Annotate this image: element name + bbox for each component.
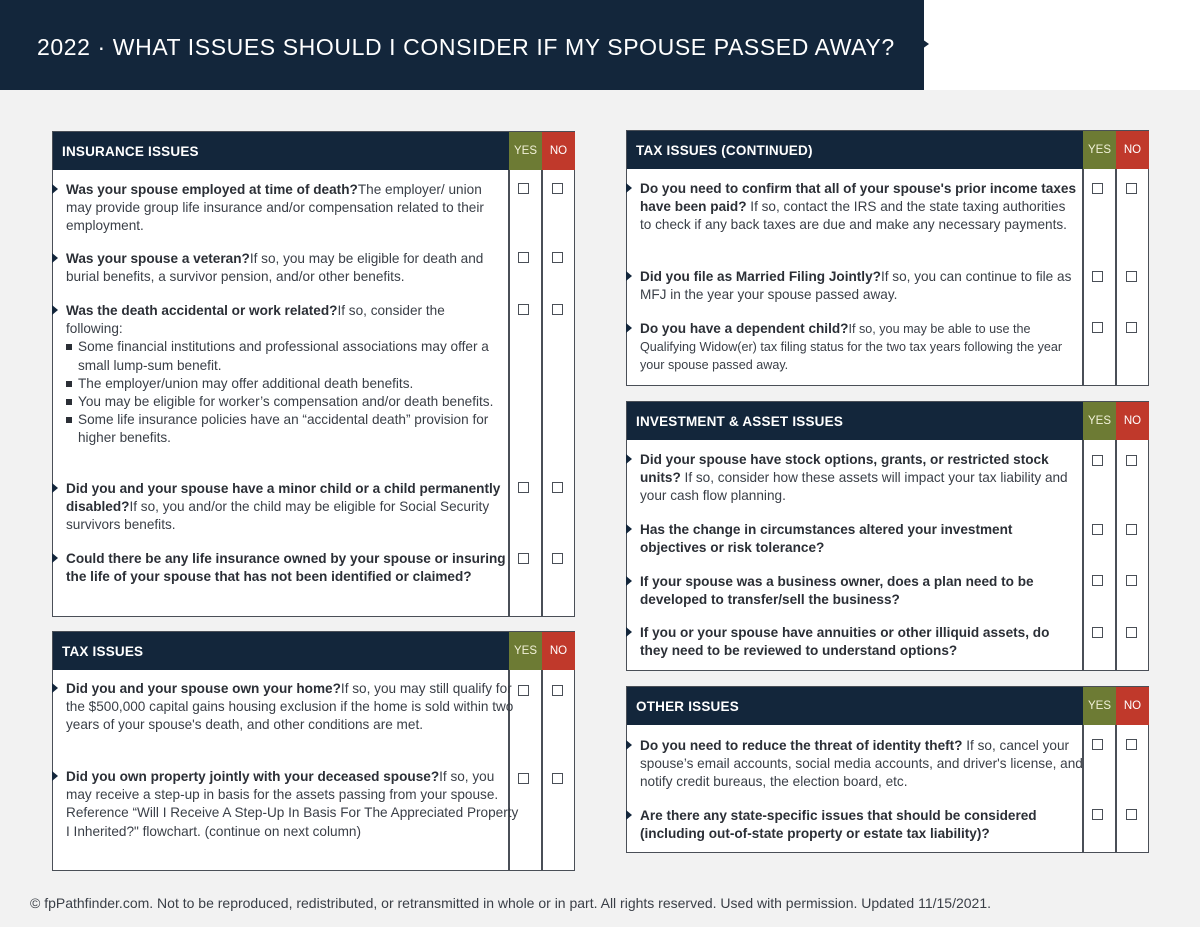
- question-marker-icon: [626, 323, 632, 333]
- bullet-list: [66, 338, 521, 447]
- yes-checkbox[interactable]: [1092, 322, 1103, 333]
- header-arrow-icon: [922, 39, 929, 49]
- yes-checkbox[interactable]: [1092, 809, 1103, 820]
- question-text: Did you and your spouse own your home?: [66, 681, 341, 696]
- question-marker-icon: [626, 576, 632, 586]
- question-text: Do you have a dependent child?: [640, 321, 849, 336]
- tax-issues-section: [52, 631, 575, 871]
- question-item: [640, 268, 1076, 304]
- question-detail: If so, you may still qualify for the $500,000 capital gains housing exclusion if the home is sold within two years of your spouse's death, and other conditions are met.: [66, 681, 514, 733]
- question-detail: If so, you may be able to use the Qualifying Widow(er) tax filing status for the two tax years following the year your spouse passed away.: [640, 322, 1063, 373]
- question-detail: If so, contact the IRS and the state taxing authorities to check if any back taxes are due and make any necessary payments.: [640, 199, 1067, 233]
- question-item: [640, 573, 1076, 609]
- bullet-item: Some financial institutions and professional associations may offer a small lump-sum benefit.: [66, 338, 506, 374]
- no-checkbox[interactable]: [552, 183, 563, 194]
- no-checkbox[interactable]: [1126, 322, 1137, 333]
- question-text: Was your spouse a veteran?: [66, 251, 250, 266]
- section-title: INSURANCE ISSUES: [62, 144, 199, 159]
- question-item: [66, 768, 522, 841]
- question-marker-icon: [52, 253, 58, 263]
- question-text: Do you need to confirm that all of your spouse's prior income taxes have been paid?: [640, 181, 1077, 215]
- yes-column-header: YES: [1083, 687, 1116, 725]
- section-header: [53, 632, 574, 670]
- no-checkbox[interactable]: [552, 553, 563, 564]
- question-item: [66, 480, 506, 535]
- question-marker-icon: [626, 271, 632, 281]
- question-item: [66, 250, 502, 286]
- question-marker-icon: [626, 740, 632, 750]
- question-text: Did you file as Married Filing Jointly?: [640, 269, 881, 284]
- question-item: [640, 451, 1090, 506]
- question-item: [640, 180, 1080, 235]
- page-title: 2022 · WHAT ISSUES SHOULD I CONSIDER IF MY SPOUSE PASSED AWAY?: [37, 34, 895, 60]
- question-marker-icon: [52, 683, 58, 693]
- question-detail: If so, consider the following:: [66, 303, 445, 337]
- no-column-header: NO: [542, 132, 575, 170]
- question-detail: If so, you can continue to file as MFJ in the year your spouse passed away.: [640, 269, 1072, 303]
- question-marker-icon: [626, 454, 632, 464]
- header-blank-area: [924, 0, 1200, 90]
- yes-checkbox[interactable]: [1092, 575, 1103, 586]
- question-text: Could there be any life insurance owned by your spouse or insuring the life of your spouse that has not been identified or claimed?: [66, 551, 506, 585]
- section-title: OTHER ISSUES: [636, 699, 739, 714]
- section-title: INVESTMENT & ASSET ISSUES: [636, 414, 844, 429]
- yes-checkbox[interactable]: [1092, 524, 1103, 535]
- yes-checkbox[interactable]: [518, 252, 529, 263]
- tax-issues-continued-section: [626, 130, 1149, 386]
- yes-checkbox[interactable]: [518, 482, 529, 493]
- no-checkbox[interactable]: [1126, 455, 1137, 466]
- no-column-header: NO: [542, 632, 575, 670]
- insurance-issues-section: [52, 131, 575, 617]
- section-header: [627, 687, 1148, 725]
- yes-checkbox[interactable]: [518, 773, 529, 784]
- no-checkbox[interactable]: [552, 252, 563, 263]
- question-detail: If so, cancel your spouse’s email accounts, social media accounts, and driver's license, and notify credit bureaus, the election board, etc.: [640, 738, 1083, 790]
- question-marker-icon: [626, 524, 632, 534]
- no-checkbox[interactable]: [1126, 809, 1137, 820]
- column-divider: [1115, 169, 1117, 385]
- column-divider: [541, 670, 543, 870]
- question-item: [640, 320, 1076, 375]
- no-checkbox[interactable]: [1126, 524, 1137, 535]
- question-text: Did you and your spouse have a minor child or a child permanently disabled?: [66, 481, 501, 515]
- no-column-header: NO: [1116, 402, 1149, 440]
- question-text: Do you need to reduce the threat of identity theft?: [640, 738, 963, 753]
- question-item: [66, 680, 522, 735]
- section-header: [627, 131, 1148, 169]
- no-checkbox[interactable]: [552, 685, 563, 696]
- yes-checkbox[interactable]: [518, 553, 529, 564]
- question-text: Was your spouse employed at time of death?: [66, 182, 358, 197]
- section-title: TAX ISSUES (CONTINUED): [636, 143, 813, 158]
- bullet-item: You may be eligible for worker’s compensation and/or death benefits.: [66, 393, 496, 411]
- no-column-header: NO: [1116, 687, 1149, 725]
- question-marker-icon: [626, 183, 632, 193]
- copyright-footer: © fpPathfinder.com. Not to be reproduced, redistributed, or retransmitted in whole or in part. All rights reserved. Used with permission. Updated 11/15/2021.: [30, 895, 991, 911]
- no-checkbox[interactable]: [552, 773, 563, 784]
- question-item: [640, 737, 1090, 792]
- question-item: [66, 550, 506, 586]
- bullet-item: The employer/union may offer additional death benefits.: [66, 375, 521, 393]
- column-divider: [1082, 169, 1084, 385]
- question-text: Are there any state-specific issues that should be considered (including out-of-state property or estate tax liability)?: [640, 808, 1037, 842]
- section-header: [627, 402, 1148, 440]
- section-header: [53, 132, 574, 170]
- question-detail: If so, you and/or the child may be eligible for Social Security survivors benefits.: [66, 499, 490, 533]
- no-checkbox[interactable]: [1126, 627, 1137, 638]
- section-title: TAX ISSUES: [62, 644, 144, 659]
- yes-checkbox[interactable]: [1092, 183, 1103, 194]
- yes-checkbox[interactable]: [518, 183, 529, 194]
- yes-checkbox[interactable]: [518, 685, 529, 696]
- yes-checkbox[interactable]: [1092, 271, 1103, 282]
- question-marker-icon: [52, 553, 58, 563]
- column-divider: [541, 170, 543, 616]
- question-text: If your spouse was a business owner, does a plan need to be developed to transfer/sell the business?: [640, 574, 1034, 608]
- yes-checkbox[interactable]: [1092, 455, 1103, 466]
- question-detail: If so, you may be eligible for death and burial benefits, a survivor pension, and/or other benefits.: [66, 251, 484, 285]
- question-item: [640, 624, 1076, 660]
- question-marker-icon: [52, 771, 58, 781]
- question-item: [640, 521, 1065, 557]
- yes-column-header: YES: [1083, 402, 1116, 440]
- question-text: Was the death accidental or work related?: [66, 303, 338, 318]
- column-divider: [1115, 725, 1117, 852]
- question-marker-icon: [626, 627, 632, 637]
- yes-checkbox[interactable]: [518, 304, 529, 315]
- yes-column-header: YES: [509, 132, 542, 170]
- question-detail: If so, consider how these assets will impact your tax liability and your cash flow planning.: [640, 470, 1068, 504]
- question-item: [66, 181, 502, 236]
- yes-column-header: YES: [509, 632, 542, 670]
- no-checkbox[interactable]: [1126, 271, 1137, 282]
- question-marker-icon: [52, 184, 58, 194]
- no-checkbox[interactable]: [552, 482, 563, 493]
- question-marker-icon: [52, 305, 58, 315]
- yes-column-header: YES: [1083, 131, 1116, 169]
- no-column-header: NO: [1116, 131, 1149, 169]
- column-divider: [1115, 440, 1117, 670]
- question-text: Did your spouse have stock options, grants, or restricted stock units?: [640, 452, 1049, 486]
- question-text: Did you own property jointly with your deceased spouse?: [66, 769, 440, 784]
- question-text: If you or your spouse have annuities or other illiquid assets, do they need to be reviewed to understand options?: [640, 625, 1050, 659]
- question-item: [640, 807, 1076, 843]
- question-marker-icon: [52, 483, 58, 493]
- yes-checkbox[interactable]: [1092, 739, 1103, 750]
- other-issues-section: [626, 686, 1149, 853]
- bullet-item: Some life insurance policies have an “accidental death” provision for higher benefits.: [66, 411, 521, 447]
- no-checkbox[interactable]: [1126, 739, 1137, 750]
- question-detail: The employer/ union may provide group life insurance and/or compensation related to their employment.: [66, 182, 484, 234]
- page-header: [0, 0, 924, 90]
- investment-asset-issues-section: [626, 401, 1149, 671]
- question-item: [66, 302, 521, 448]
- question-detail: If so, you may receive a step-up in basis for the assets passing from your spouse. Reference “Will I Receive A Step-Up In Basis For The Appreciated Property I Inherited?" flowchart. (continue on next column): [66, 769, 519, 839]
- question-marker-icon: [626, 810, 632, 820]
- no-checkbox[interactable]: [1126, 183, 1137, 194]
- yes-checkbox[interactable]: [1092, 627, 1103, 638]
- no-checkbox[interactable]: [552, 304, 563, 315]
- no-checkbox[interactable]: [1126, 575, 1137, 586]
- question-text: Has the change in circumstances altered your investment objectives or risk tolerance?: [640, 522, 1013, 556]
